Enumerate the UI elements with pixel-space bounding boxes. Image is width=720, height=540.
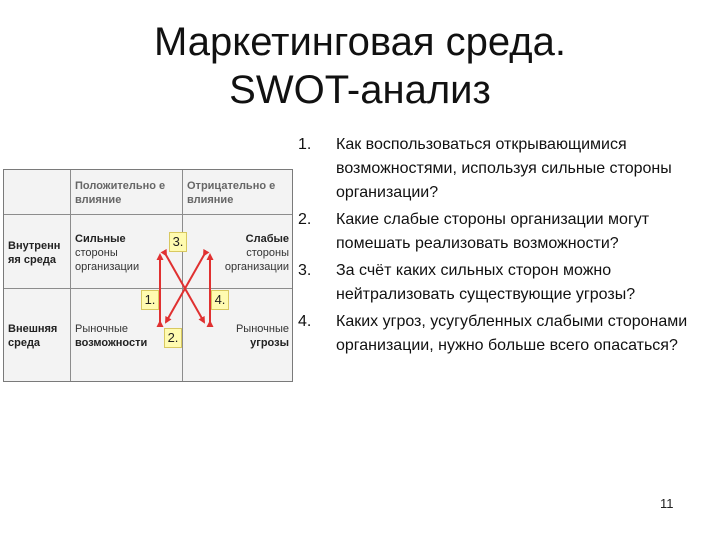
strengths-label-bold: Сильные [75, 233, 126, 245]
badge-4: 4. [211, 290, 229, 310]
title-line-1: Маркетинговая среда. [154, 20, 566, 64]
page-number: 11 [660, 496, 674, 511]
question-text: За счёт каких сильных сторон можно нейтрализовать существующие угрозы? [336, 262, 636, 303]
question-text: Каких угроз, усугубленных слабыми сторонами организации, нужно больше всего опасаться? [336, 313, 688, 354]
opportunities-label-1: Рыночные [75, 323, 129, 335]
badge-1: 1. [141, 290, 159, 310]
badge-2: 2. [164, 328, 182, 348]
questions-list [296, 133, 696, 361]
threats-label-1: Рыночные [235, 323, 289, 335]
question-item [296, 133, 696, 205]
weaknesses-label-rest: стороны организации [224, 247, 289, 273]
question-text: Какие слабые стороны организации могут помешать реализовать возможности? [336, 211, 650, 252]
question-number: 1. [298, 136, 312, 153]
question-number: 4. [298, 313, 312, 330]
title-line-2: SWOT-анализ [229, 68, 491, 112]
col-header-positive: Положительно е влияние [75, 180, 166, 206]
col-header-negative: Отрицательно е влияние [187, 180, 276, 206]
swot-arrows [4, 170, 292, 381]
question-item [296, 310, 696, 358]
question-number: 2. [298, 211, 312, 228]
opportunities-label-2: возможности [75, 337, 148, 349]
badge-3: 3. [169, 232, 187, 252]
question-item [296, 259, 696, 307]
question-text: Как воспользоваться открывающимися возможностями, используя сильные стороны организации? [336, 136, 672, 201]
threats-label-2: угрозы [250, 337, 289, 349]
row-header-external: Внешняя среда [8, 323, 58, 349]
weaknesses-label-bold: Слабые [245, 233, 289, 245]
row-header-internal: Внутренн яя среда [8, 240, 61, 266]
question-number: 3. [298, 262, 312, 279]
swot-matrix [3, 169, 293, 382]
strengths-label-rest: стороны организации [75, 247, 140, 273]
question-item [296, 208, 696, 256]
slide-title [0, 18, 720, 114]
